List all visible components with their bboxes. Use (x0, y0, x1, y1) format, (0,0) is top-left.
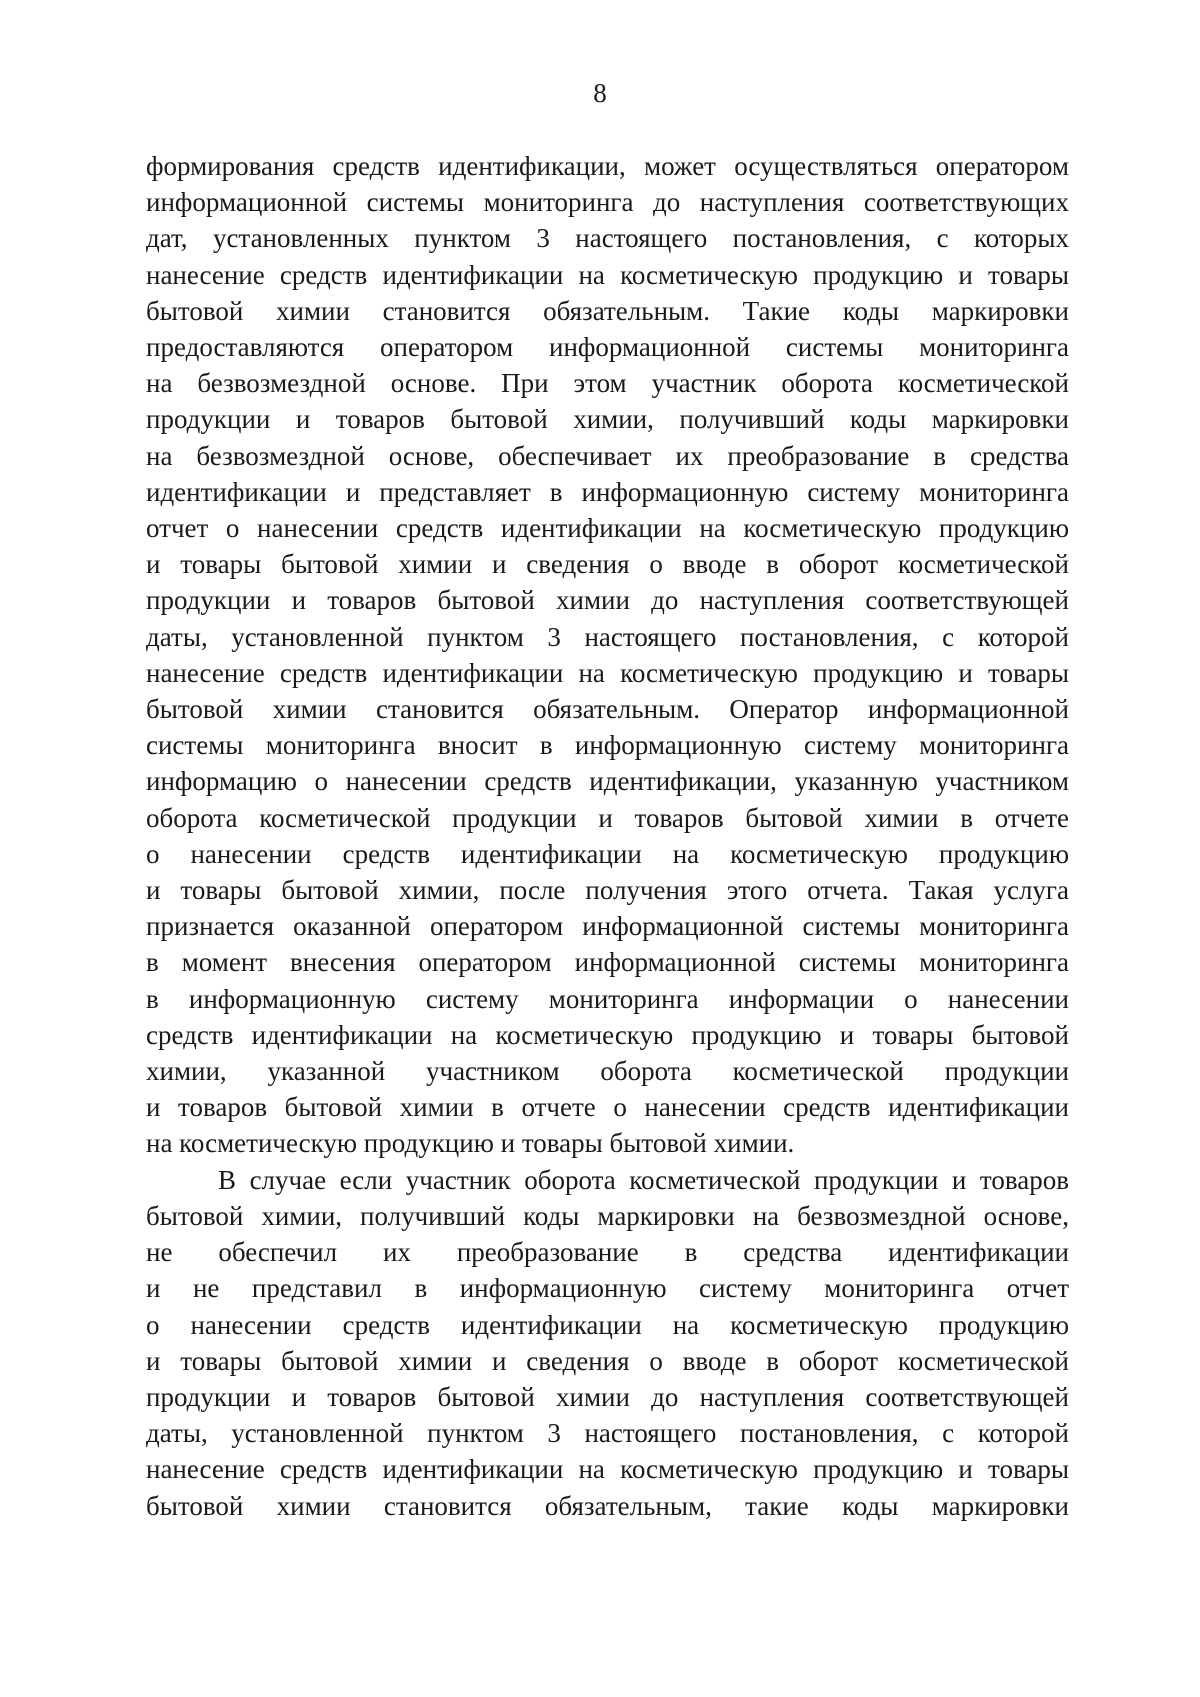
text-line: продукции и товаров бытовой химии до наступления соответствующей (146, 585, 1069, 616)
text-line: и товары бытовой химии и сведения о вводе в оборот косметической (146, 1345, 1069, 1376)
text-line: в момент внесения оператором информационной системы мониторинга (146, 947, 1069, 978)
text-line: и товары бытовой химии, после получения этого отчета. Такая услуга (146, 875, 1069, 906)
text-line: и товаров бытовой химии в отчете о нанесении средств идентификации (146, 1092, 1069, 1123)
text-line: признается оказанной оператором информационной системы мониторинга (146, 911, 1069, 942)
text-line: даты, установленной пунктом 3 настоящего постановления, с которой (146, 1418, 1069, 1449)
text-line: о нанесении средств идентификации на косметическую продукцию (146, 1309, 1069, 1340)
text-line: нанесение средств идентификации на косметическую продукцию и товары (146, 259, 1069, 290)
text-line: бытовой химии становится обязательным. Оператор информационной (146, 694, 1069, 725)
text-line: продукции и товаров бытовой химии до наступления соответствующей (146, 1381, 1069, 1412)
text-line: на косметическую продукцию и товары бытовой химии. (146, 1128, 795, 1159)
text-line: системы мониторинга вносит в информационную систему мониторинга (146, 730, 1069, 761)
text-line: бытовой химии становится обязательным. Такие коды маркировки (146, 295, 1069, 326)
paragraph-1 (146, 148, 1069, 1162)
text-line: на безвозмездной основе. При этом участник оборота косметической (146, 368, 1069, 399)
text-line: бытовой химии, получивший коды маркировки на безвозмездной основе, (146, 1200, 1069, 1231)
text-line: средств идентификации на косметическую продукцию и товары бытовой (146, 1019, 1069, 1050)
text-line: формирования средств идентификации, может осуществляться оператором (146, 151, 1069, 181)
text-line: дат, установленных пунктом 3 настоящего постановления, с которых (146, 223, 1069, 254)
text-line: В случае если участник оборота косметической продукции и товаров (218, 1164, 1069, 1195)
text-line: химии, указанной участником оборота косметической продукции (146, 1056, 1069, 1087)
text-line: в информационную систему мониторинга информации о нанесении (146, 983, 1069, 1014)
text-line: продукции и товаров бытовой химии, получивший коды маркировки (146, 404, 1069, 435)
text-line: на безвозмездной основе, обеспечивает их преобразование в средства (146, 440, 1069, 471)
page-number: 8 (593, 78, 607, 108)
text-line: даты, установленной пунктом 3 настоящего постановления, с которой (146, 621, 1069, 652)
text-line: бытовой химии становится обязательным, такие коды маркировки (146, 1490, 1069, 1521)
text-line: не обеспечил их преобразование в средства идентификации (146, 1237, 1069, 1268)
text-line: оборота косметической продукции и товаров бытовой химии в отчете (146, 802, 1069, 833)
text-line: идентификации и представляет в информационную систему мониторинга (146, 476, 1069, 507)
text-line: информацию о нанесении средств идентификации, указанную участником (146, 766, 1069, 797)
text-line: информационной системы мониторинга до наступления соответствующих (146, 187, 1069, 218)
document-body (146, 148, 1069, 1524)
text-line: и не представил в информационную систему мониторинга отчет (146, 1273, 1069, 1304)
text-line: и товары бытовой химии и сведения о вводе в оборот косметической (146, 549, 1069, 580)
text-line: нанесение средств идентификации на косметическую продукцию и товары (146, 1454, 1069, 1485)
text-line: предоставляются оператором информационной системы мониторинга (146, 332, 1069, 363)
text-line: о нанесении средств идентификации на косметическую продукцию (146, 838, 1069, 869)
text-line: отчет о нанесении средств идентификации на косметическую продукцию (146, 513, 1069, 544)
paragraph-2 (146, 1162, 1069, 1524)
text-line: нанесение средств идентификации на косметическую продукцию и товары (146, 657, 1069, 688)
